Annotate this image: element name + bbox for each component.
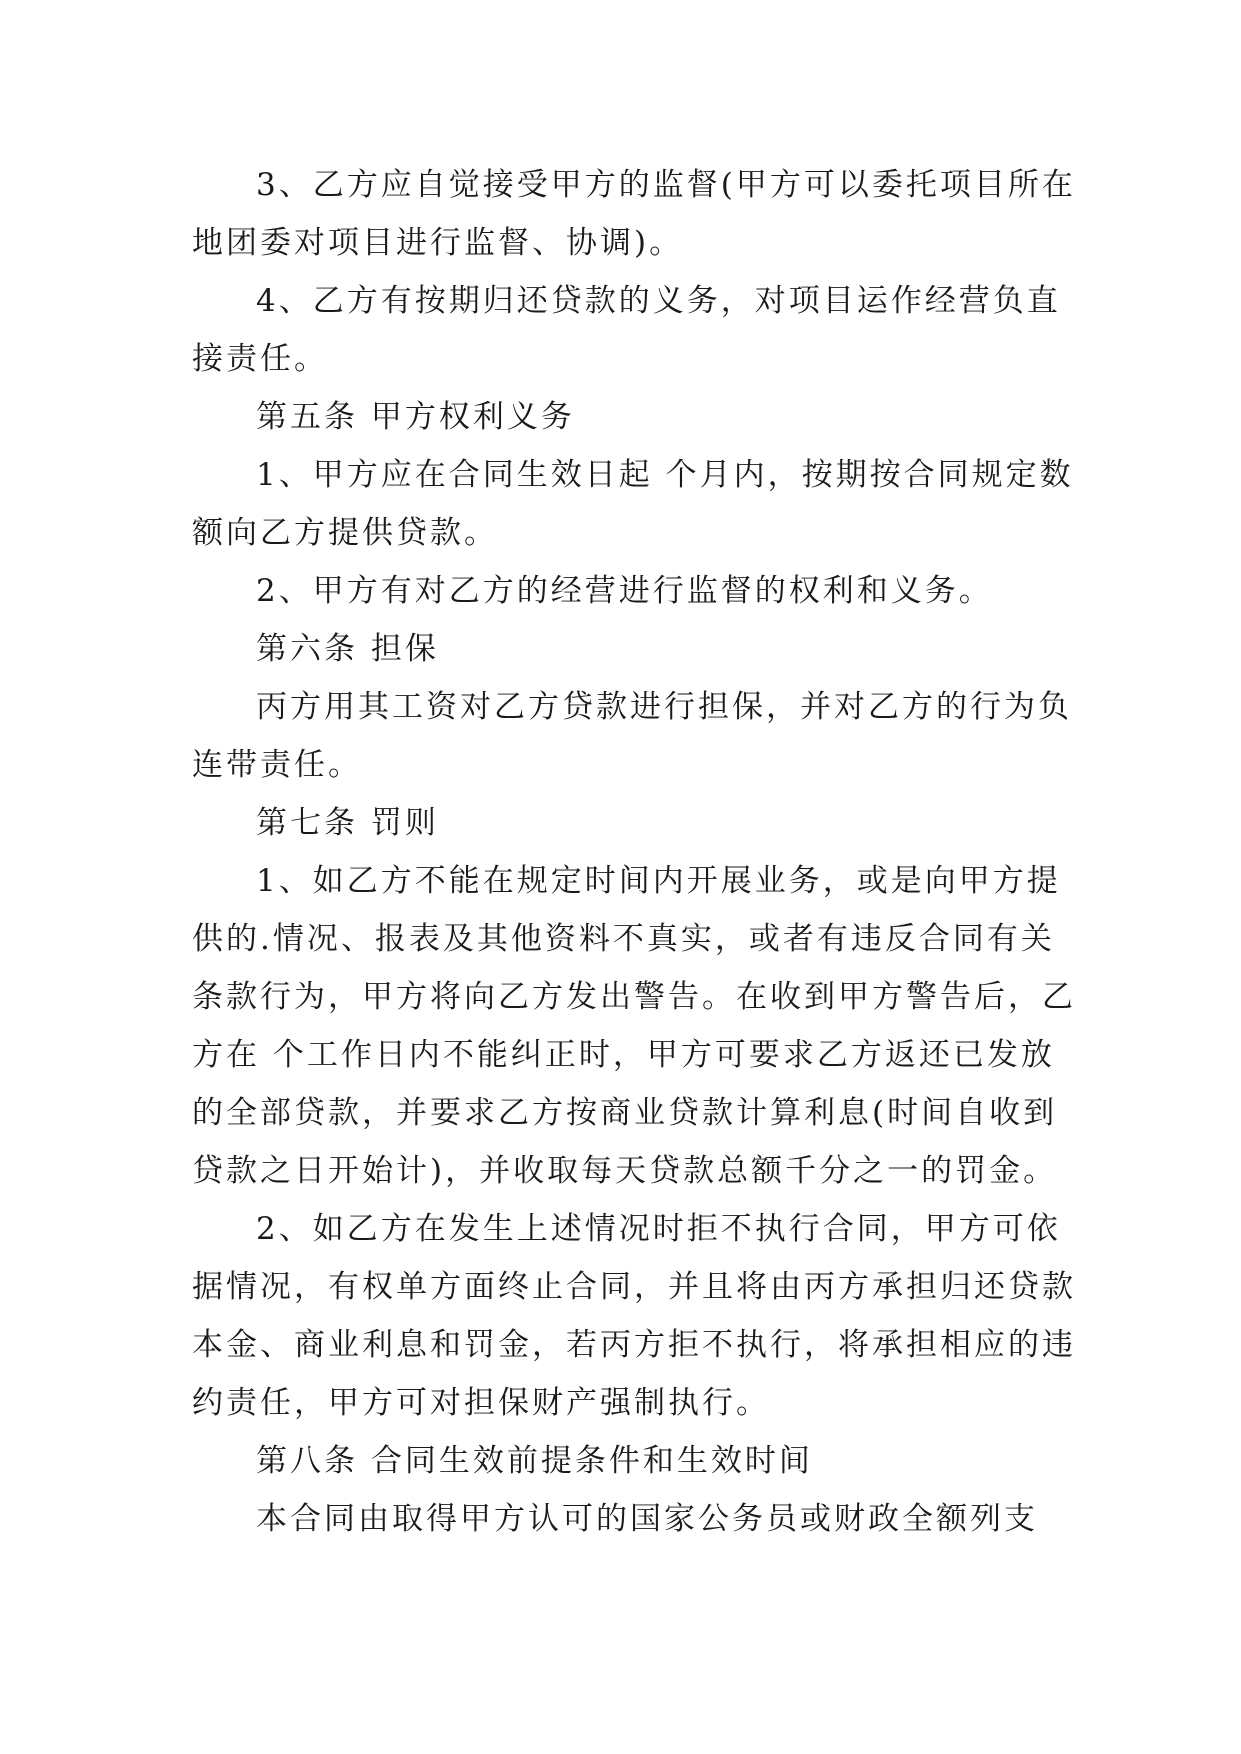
document-page — [192, 156, 1076, 1548]
text-line: 本金、商业利息和罚金，若丙方拒不执行，将承担相应的违 — [192, 1327, 1076, 1363]
text-line: 供的.情况、报表及其他资料不真实，或者有违反合同有关 — [192, 921, 1055, 957]
section-heading: 第七条 罚则 — [256, 805, 439, 841]
section-heading: 第六条 担保 — [256, 631, 439, 667]
text-line: 接责任。 — [192, 341, 328, 377]
text-line: 2、如乙方在发生上述情况时拒不执行合同，甲方可依 — [256, 1211, 1061, 1247]
text-line: 2、甲方有对乙方的经营进行监督的权利和义务。 — [256, 573, 993, 609]
section-heading: 第八条 合同生效前提条件和生效时间 — [256, 1443, 813, 1479]
text-line: 贷款之日开始计)，并收取每天贷款总额千分之一的罚金。 — [192, 1153, 1058, 1189]
text-line: 的全部贷款，并要求乙方按商业贷款计算利息(时间自收到 — [192, 1095, 1058, 1131]
text-line: 地团委对项目进行监督、协调)。 — [192, 225, 684, 261]
text-line: 3、乙方应自觉接受甲方的监督(甲方可以委托项目所在 — [256, 167, 1076, 203]
text-line: 4、乙方有按期归还贷款的义务，对项目运作经营负直 — [256, 283, 1061, 319]
text-line: 本合同由取得甲方认可的国家公务员或财政全额列支 — [256, 1501, 1038, 1537]
text-line: 1、如乙方不能在规定时间内开展业务，或是向甲方提 — [256, 863, 1061, 899]
text-line: 据情况，有权单方面终止合同，并且将由丙方承担归还贷款 — [192, 1269, 1076, 1305]
text-line: 丙方用其工资对乙方贷款进行担保，并对乙方的行为负 — [256, 689, 1072, 725]
text-line: 1、甲方应在合同生效日起 个月内，按期按合同规定数 — [256, 457, 1074, 493]
text-line: 条款行为，甲方将向乙方发出警告。在收到甲方警告后，乙 — [192, 979, 1076, 1015]
text-line: 约责任，甲方可对担保财产强制执行。 — [192, 1385, 770, 1421]
text-line: 方在 个工作日内不能纠正时，甲方可要求乙方返还已发放 — [192, 1037, 1055, 1073]
text-line: 额向乙方提供贷款。 — [192, 515, 498, 551]
text-line: 连带责任。 — [192, 747, 362, 783]
section-heading: 第五条 甲方权利义务 — [256, 399, 575, 435]
